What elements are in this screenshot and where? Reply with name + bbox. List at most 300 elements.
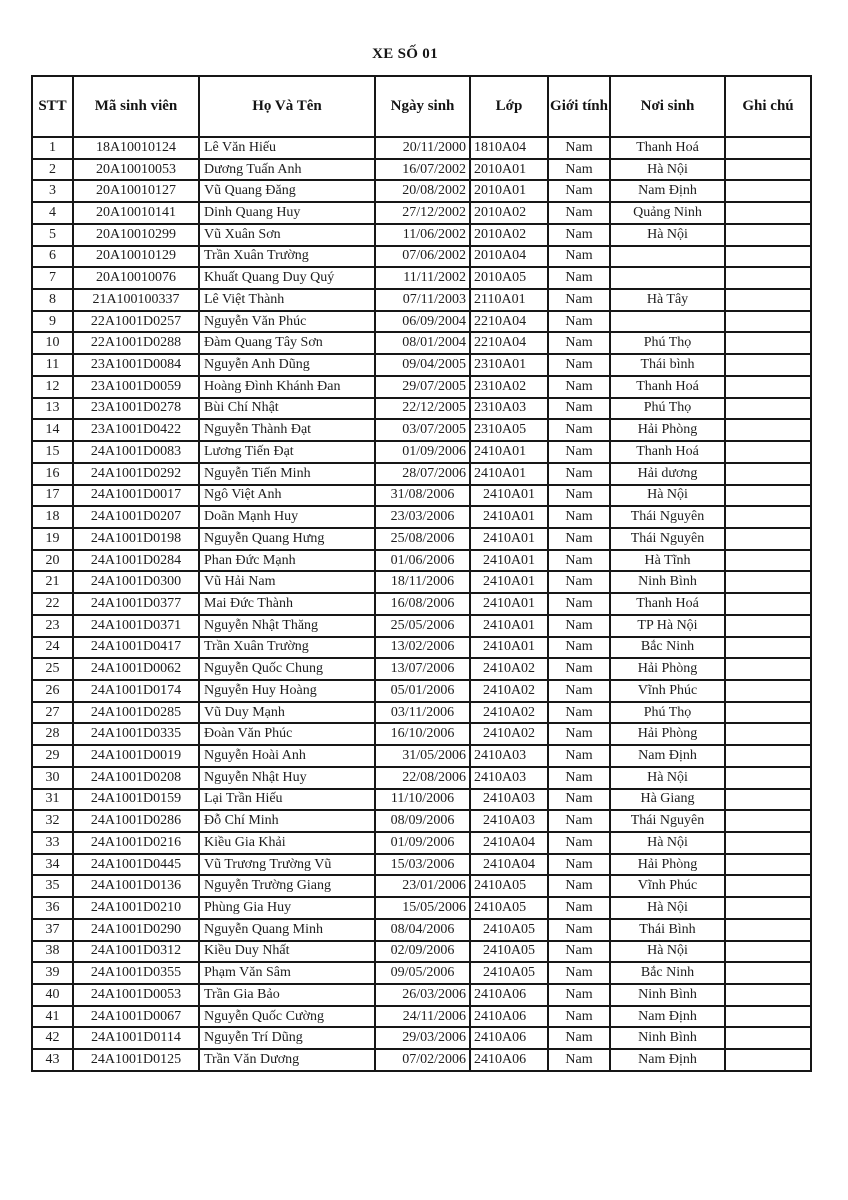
- cell-pob: Thanh Hoá: [610, 376, 725, 398]
- cell-note: [725, 637, 811, 659]
- cell-lop: 2310A03: [470, 398, 548, 420]
- cell-msv: 24A1001D0312: [73, 941, 199, 963]
- cell-stt: 43: [32, 1049, 73, 1071]
- cell-msv: 23A1001D0422: [73, 419, 199, 441]
- cell-name: Nguyễn Quốc Chung: [199, 658, 375, 680]
- cell-lop: 2410A03: [470, 767, 548, 789]
- table-row: [32, 637, 811, 659]
- table-container: [31, 75, 812, 1072]
- cell-lop: 2410A03: [470, 810, 548, 832]
- cell-note: [725, 810, 811, 832]
- cell-name: Nguyễn Quốc Cường: [199, 1006, 375, 1028]
- table-row: [32, 1027, 811, 1049]
- cell-name: Nguyễn Quang Hưng: [199, 528, 375, 550]
- cell-stt: 30: [32, 767, 73, 789]
- cell-dob: 23/01/2006: [375, 875, 470, 897]
- cell-msv: 24A1001D0136: [73, 875, 199, 897]
- cell-stt: 1: [32, 137, 73, 159]
- cell-gender: Nam: [548, 658, 610, 680]
- cell-name: Nguyễn Huy Hoàng: [199, 680, 375, 702]
- cell-msv: 24A1001D0290: [73, 919, 199, 941]
- cell-pob: Hải Phòng: [610, 419, 725, 441]
- cell-note: [725, 528, 811, 550]
- cell-dob: 07/11/2003: [375, 289, 470, 311]
- cell-gender: Nam: [548, 767, 610, 789]
- cell-stt: 4: [32, 202, 73, 224]
- cell-name: Nguyễn Hoài Anh: [199, 745, 375, 767]
- cell-note: [725, 1006, 811, 1028]
- cell-note: [725, 702, 811, 724]
- cell-gender: Nam: [548, 637, 610, 659]
- cell-note: [725, 962, 811, 984]
- table-row: [32, 658, 811, 680]
- cell-dob: 15/05/2006: [375, 897, 470, 919]
- cell-gender: Nam: [548, 941, 610, 963]
- cell-dob: 08/01/2004: [375, 332, 470, 354]
- cell-lop: 2410A01: [470, 506, 548, 528]
- cell-dob: 25/08/2006: [375, 528, 470, 550]
- cell-msv: 24A1001D0300: [73, 571, 199, 593]
- cell-dob: 20/11/2000: [375, 137, 470, 159]
- cell-gender: Nam: [548, 897, 610, 919]
- cell-note: [725, 376, 811, 398]
- table-row: [32, 224, 811, 246]
- cell-note: [725, 224, 811, 246]
- cell-gender: Nam: [548, 832, 610, 854]
- cell-msv: 24A1001D0062: [73, 658, 199, 680]
- cell-pob: Thanh Hoá: [610, 593, 725, 615]
- cell-name: Hoàng Đình Khánh Đan: [199, 376, 375, 398]
- cell-pob: Thái Nguyên: [610, 810, 725, 832]
- cell-note: [725, 919, 811, 941]
- table-row: [32, 202, 811, 224]
- page-title: XE SỐ 01: [372, 46, 438, 62]
- table-row: [32, 854, 811, 876]
- table-row: [32, 1049, 811, 1071]
- cell-lop: 2010A02: [470, 202, 548, 224]
- cell-pob: Hà Nội: [610, 767, 725, 789]
- cell-stt: 20: [32, 550, 73, 572]
- cell-note: [725, 745, 811, 767]
- cell-dob: 24/11/2006: [375, 1006, 470, 1028]
- cell-msv: 24A1001D0067: [73, 1006, 199, 1028]
- cell-gender: Nam: [548, 810, 610, 832]
- cell-stt: 31: [32, 789, 73, 811]
- cell-gender: Nam: [548, 485, 610, 507]
- cell-lop: 2410A05: [470, 897, 548, 919]
- cell-dob: 31/05/2006: [375, 745, 470, 767]
- cell-msv: 24A1001D0292: [73, 463, 199, 485]
- cell-msv: 24A1001D0017: [73, 485, 199, 507]
- table-row: [32, 441, 811, 463]
- cell-note: [725, 485, 811, 507]
- cell-pob: Nam Định: [610, 1006, 725, 1028]
- cell-name: Lương Tiến Đạt: [199, 441, 375, 463]
- cell-lop: 2410A05: [470, 875, 548, 897]
- cell-name: Mai Đức Thành: [199, 593, 375, 615]
- col-header-lop: Lớp: [470, 76, 548, 137]
- cell-pob: Thanh Hoá: [610, 441, 725, 463]
- cell-pob: Bắc Ninh: [610, 962, 725, 984]
- col-header-pob: Nơi sinh: [610, 76, 725, 137]
- cell-name: Nguyễn Tiến Minh: [199, 463, 375, 485]
- cell-gender: Nam: [548, 506, 610, 528]
- cell-pob: Hà Nội: [610, 941, 725, 963]
- cell-lop: 2410A02: [470, 658, 548, 680]
- cell-lop: 2410A01: [470, 463, 548, 485]
- cell-msv: 23A1001D0084: [73, 354, 199, 376]
- cell-msv: 20A10010076: [73, 267, 199, 289]
- cell-msv: 24A1001D0445: [73, 854, 199, 876]
- col-header-name: Họ Và Tên: [199, 76, 375, 137]
- table-row: [32, 289, 811, 311]
- table-row: [32, 463, 811, 485]
- cell-msv: 24A1001D0083: [73, 441, 199, 463]
- cell-note: [725, 332, 811, 354]
- cell-gender: Nam: [548, 1027, 610, 1049]
- cell-note: [725, 593, 811, 615]
- cell-stt: 15: [32, 441, 73, 463]
- cell-note: [725, 311, 811, 333]
- cell-gender: Nam: [548, 202, 610, 224]
- cell-gender: Nam: [548, 854, 610, 876]
- cell-name: Phạm Văn Sâm: [199, 962, 375, 984]
- cell-dob: 09/04/2005: [375, 354, 470, 376]
- cell-note: [725, 419, 811, 441]
- cell-note: [725, 767, 811, 789]
- cell-name: Trần Xuân Trường: [199, 637, 375, 659]
- cell-note: [725, 289, 811, 311]
- cell-lop: 2010A01: [470, 180, 548, 202]
- cell-pob: Hải Phòng: [610, 658, 725, 680]
- table-row: [32, 615, 811, 637]
- cell-name: Đỗ Chí Minh: [199, 810, 375, 832]
- cell-msv: 24A1001D0207: [73, 506, 199, 528]
- table-row: [32, 984, 811, 1006]
- cell-dob: 11/10/2006: [375, 789, 470, 811]
- cell-note: [725, 723, 811, 745]
- cell-gender: Nam: [548, 550, 610, 572]
- cell-lop: 2010A05: [470, 267, 548, 289]
- cell-stt: 2: [32, 159, 73, 181]
- cell-pob: Hà Giang: [610, 789, 725, 811]
- cell-msv: 24A1001D0371: [73, 615, 199, 637]
- cell-gender: Nam: [548, 680, 610, 702]
- cell-note: [725, 159, 811, 181]
- cell-msv: 24A1001D0417: [73, 637, 199, 659]
- cell-name: Lê Việt Thành: [199, 289, 375, 311]
- cell-stt: 32: [32, 810, 73, 832]
- cell-name: Kiều Duy Nhất: [199, 941, 375, 963]
- cell-note: [725, 984, 811, 1006]
- cell-name: Nguyễn Văn Phúc: [199, 311, 375, 333]
- cell-gender: Nam: [548, 376, 610, 398]
- cell-stt: 10: [32, 332, 73, 354]
- cell-name: Dương Tuấn Anh: [199, 159, 375, 181]
- cell-dob: 22/08/2006: [375, 767, 470, 789]
- table-row: [32, 745, 811, 767]
- cell-lop: 2310A05: [470, 419, 548, 441]
- cell-stt: 8: [32, 289, 73, 311]
- cell-name: Nguyễn Nhật Huy: [199, 767, 375, 789]
- table-row: [32, 137, 811, 159]
- cell-dob: 06/09/2004: [375, 311, 470, 333]
- cell-stt: 35: [32, 875, 73, 897]
- cell-gender: Nam: [548, 311, 610, 333]
- cell-lop: 2410A01: [470, 615, 548, 637]
- cell-lop: 2410A01: [470, 485, 548, 507]
- cell-dob: 16/07/2002: [375, 159, 470, 181]
- cell-note: [725, 1027, 811, 1049]
- cell-gender: Nam: [548, 354, 610, 376]
- cell-name: Phùng Gia Huy: [199, 897, 375, 919]
- cell-pob: [610, 246, 725, 268]
- cell-stt: 7: [32, 267, 73, 289]
- cell-lop: 2410A05: [470, 919, 548, 941]
- cell-lop: 2110A01: [470, 289, 548, 311]
- cell-gender: Nam: [548, 723, 610, 745]
- cell-gender: Nam: [548, 398, 610, 420]
- cell-pob: Hà Nội: [610, 224, 725, 246]
- cell-lop: 2410A03: [470, 745, 548, 767]
- cell-stt: 25: [32, 658, 73, 680]
- cell-msv: 22A1001D0288: [73, 332, 199, 354]
- cell-stt: 34: [32, 854, 73, 876]
- cell-note: [725, 550, 811, 572]
- cell-lop: 2410A06: [470, 1049, 548, 1071]
- cell-pob: Hà Nội: [610, 832, 725, 854]
- cell-msv: 20A10010127: [73, 180, 199, 202]
- cell-stt: 38: [32, 941, 73, 963]
- table-row: [32, 159, 811, 181]
- cell-lop: 2410A03: [470, 789, 548, 811]
- table-row: [32, 897, 811, 919]
- cell-dob: 01/09/2006: [375, 832, 470, 854]
- cell-dob: 27/12/2002: [375, 202, 470, 224]
- cell-pob: [610, 311, 725, 333]
- cell-pob: Thái Bình: [610, 919, 725, 941]
- cell-note: [725, 875, 811, 897]
- cell-note: [725, 441, 811, 463]
- cell-lop: 2410A04: [470, 832, 548, 854]
- cell-note: [725, 354, 811, 376]
- cell-dob: 23/03/2006: [375, 506, 470, 528]
- cell-dob: 05/01/2006: [375, 680, 470, 702]
- cell-name: Vũ Duy Mạnh: [199, 702, 375, 724]
- cell-dob: 07/02/2006: [375, 1049, 470, 1071]
- cell-lop: 2410A01: [470, 571, 548, 593]
- cell-lop: 2410A06: [470, 984, 548, 1006]
- cell-pob: Hải Phòng: [610, 854, 725, 876]
- cell-msv: 24A1001D0284: [73, 550, 199, 572]
- cell-pob: Hải Phòng: [610, 723, 725, 745]
- cell-lop: 2210A04: [470, 332, 548, 354]
- cell-dob: 03/11/2006: [375, 702, 470, 724]
- cell-name: Nguyễn Quang Minh: [199, 919, 375, 941]
- cell-gender: Nam: [548, 789, 610, 811]
- cell-name: Vũ Xuân Sơn: [199, 224, 375, 246]
- cell-note: [725, 506, 811, 528]
- table-row: [32, 528, 811, 550]
- cell-note: [725, 789, 811, 811]
- cell-pob: Hà Nội: [610, 159, 725, 181]
- cell-pob: Thanh Hoá: [610, 137, 725, 159]
- cell-name: Kiều Gia Khải: [199, 832, 375, 854]
- cell-gender: Nam: [548, 224, 610, 246]
- cell-name: Khuất Quang Duy Quý: [199, 267, 375, 289]
- cell-gender: Nam: [548, 875, 610, 897]
- cell-name: Trần Gia Bảo: [199, 984, 375, 1006]
- cell-lop: 2310A01: [470, 354, 548, 376]
- cell-note: [725, 658, 811, 680]
- table-row: [32, 875, 811, 897]
- cell-pob: TP Hà Nội: [610, 615, 725, 637]
- cell-gender: Nam: [548, 615, 610, 637]
- cell-pob: Vĩnh Phúc: [610, 875, 725, 897]
- table-row: [32, 332, 811, 354]
- cell-lop: 2410A04: [470, 854, 548, 876]
- cell-gender: Nam: [548, 962, 610, 984]
- cell-note: [725, 137, 811, 159]
- cell-pob: Hà Nội: [610, 485, 725, 507]
- cell-name: Bùi Chí Nhật: [199, 398, 375, 420]
- cell-stt: 11: [32, 354, 73, 376]
- cell-gender: Nam: [548, 419, 610, 441]
- table-row: [32, 941, 811, 963]
- cell-pob: Bắc Ninh: [610, 637, 725, 659]
- cell-stt: 36: [32, 897, 73, 919]
- cell-lop: 2410A02: [470, 680, 548, 702]
- cell-dob: 15/03/2006: [375, 854, 470, 876]
- cell-msv: 23A1001D0278: [73, 398, 199, 420]
- cell-msv: 20A10010053: [73, 159, 199, 181]
- table-row: [32, 962, 811, 984]
- table-row: [32, 680, 811, 702]
- cell-lop: 1810A04: [470, 137, 548, 159]
- cell-stt: 13: [32, 398, 73, 420]
- cell-msv: 24A1001D0174: [73, 680, 199, 702]
- cell-lop: 2410A01: [470, 637, 548, 659]
- cell-lop: 2410A06: [470, 1006, 548, 1028]
- cell-msv: 24A1001D0198: [73, 528, 199, 550]
- cell-name: Ngô Việt Anh: [199, 485, 375, 507]
- cell-name: Vũ Hải Nam: [199, 571, 375, 593]
- cell-note: [725, 615, 811, 637]
- cell-msv: 24A1001D0053: [73, 984, 199, 1006]
- cell-msv: 24A1001D0114: [73, 1027, 199, 1049]
- cell-msv: 24A1001D0210: [73, 897, 199, 919]
- cell-msv: 24A1001D0286: [73, 810, 199, 832]
- table-row: [32, 354, 811, 376]
- table-row: [32, 267, 811, 289]
- cell-name: Lê Văn Hiếu: [199, 137, 375, 159]
- cell-name: Nguyễn Anh Dũng: [199, 354, 375, 376]
- cell-msv: 24A1001D0355: [73, 962, 199, 984]
- cell-pob: Thái bình: [610, 354, 725, 376]
- cell-note: [725, 680, 811, 702]
- table-row: [32, 919, 811, 941]
- cell-stt: 29: [32, 745, 73, 767]
- col-header-note: Ghi chú: [725, 76, 811, 137]
- cell-gender: Nam: [548, 919, 610, 941]
- table-row: [32, 571, 811, 593]
- cell-dob: 26/03/2006: [375, 984, 470, 1006]
- cell-dob: 02/09/2006: [375, 941, 470, 963]
- cell-pob: Phú Thọ: [610, 332, 725, 354]
- cell-stt: 42: [32, 1027, 73, 1049]
- cell-stt: 21: [32, 571, 73, 593]
- cell-stt: 16: [32, 463, 73, 485]
- student-table: [31, 75, 812, 1072]
- cell-msv: 23A1001D0059: [73, 376, 199, 398]
- cell-pob: Nam Định: [610, 180, 725, 202]
- cell-name: Đàm Quang Tây Sơn: [199, 332, 375, 354]
- cell-msv: 18A10010124: [73, 137, 199, 159]
- cell-note: [725, 854, 811, 876]
- cell-name: Đoàn Văn Phúc: [199, 723, 375, 745]
- cell-name: Trần Xuân Trường: [199, 246, 375, 268]
- cell-msv: 24A1001D0125: [73, 1049, 199, 1071]
- cell-lop: 2410A02: [470, 702, 548, 724]
- cell-lop: 2010A02: [470, 224, 548, 246]
- cell-stt: 17: [32, 485, 73, 507]
- cell-lop: 2410A01: [470, 441, 548, 463]
- cell-dob: 25/05/2006: [375, 615, 470, 637]
- cell-dob: 16/08/2006: [375, 593, 470, 615]
- cell-dob: 01/06/2006: [375, 550, 470, 572]
- col-header-stt: STT: [32, 76, 73, 137]
- cell-pob: Ninh Bình: [610, 1027, 725, 1049]
- cell-lop: 2410A01: [470, 550, 548, 572]
- cell-dob: 11/11/2002: [375, 267, 470, 289]
- cell-note: [725, 246, 811, 268]
- cell-pob: [610, 267, 725, 289]
- cell-lop: 2410A05: [470, 962, 548, 984]
- cell-gender: Nam: [548, 267, 610, 289]
- cell-dob: 09/05/2006: [375, 962, 470, 984]
- cell-gender: Nam: [548, 702, 610, 724]
- table-row: [32, 311, 811, 333]
- cell-stt: 23: [32, 615, 73, 637]
- cell-stt: 9: [32, 311, 73, 333]
- cell-gender: Nam: [548, 332, 610, 354]
- cell-dob: 11/06/2002: [375, 224, 470, 246]
- cell-gender: Nam: [548, 984, 610, 1006]
- cell-pob: Hải dương: [610, 463, 725, 485]
- cell-pob: Ninh Bình: [610, 984, 725, 1006]
- header-row: [32, 76, 811, 137]
- col-header-gender: Giới tính: [548, 76, 610, 137]
- cell-name: Nguyễn Trí Dũng: [199, 1027, 375, 1049]
- table-row: [32, 398, 811, 420]
- cell-dob: 20/08/2002: [375, 180, 470, 202]
- cell-name: Lại Trần Hiếu: [199, 789, 375, 811]
- cell-dob: 01/09/2006: [375, 441, 470, 463]
- cell-pob: Hà Tĩnh: [610, 550, 725, 572]
- cell-stt: 37: [32, 919, 73, 941]
- cell-msv: 22A1001D0257: [73, 311, 199, 333]
- cell-msv: 20A10010299: [73, 224, 199, 246]
- cell-stt: 26: [32, 680, 73, 702]
- cell-dob: 03/07/2005: [375, 419, 470, 441]
- cell-name: Nguyễn Thành Đạt: [199, 419, 375, 441]
- cell-lop: 2410A01: [470, 528, 548, 550]
- cell-note: [725, 571, 811, 593]
- table-row: [32, 376, 811, 398]
- cell-dob: 22/12/2005: [375, 398, 470, 420]
- cell-stt: 27: [32, 702, 73, 724]
- cell-msv: 24A1001D0208: [73, 767, 199, 789]
